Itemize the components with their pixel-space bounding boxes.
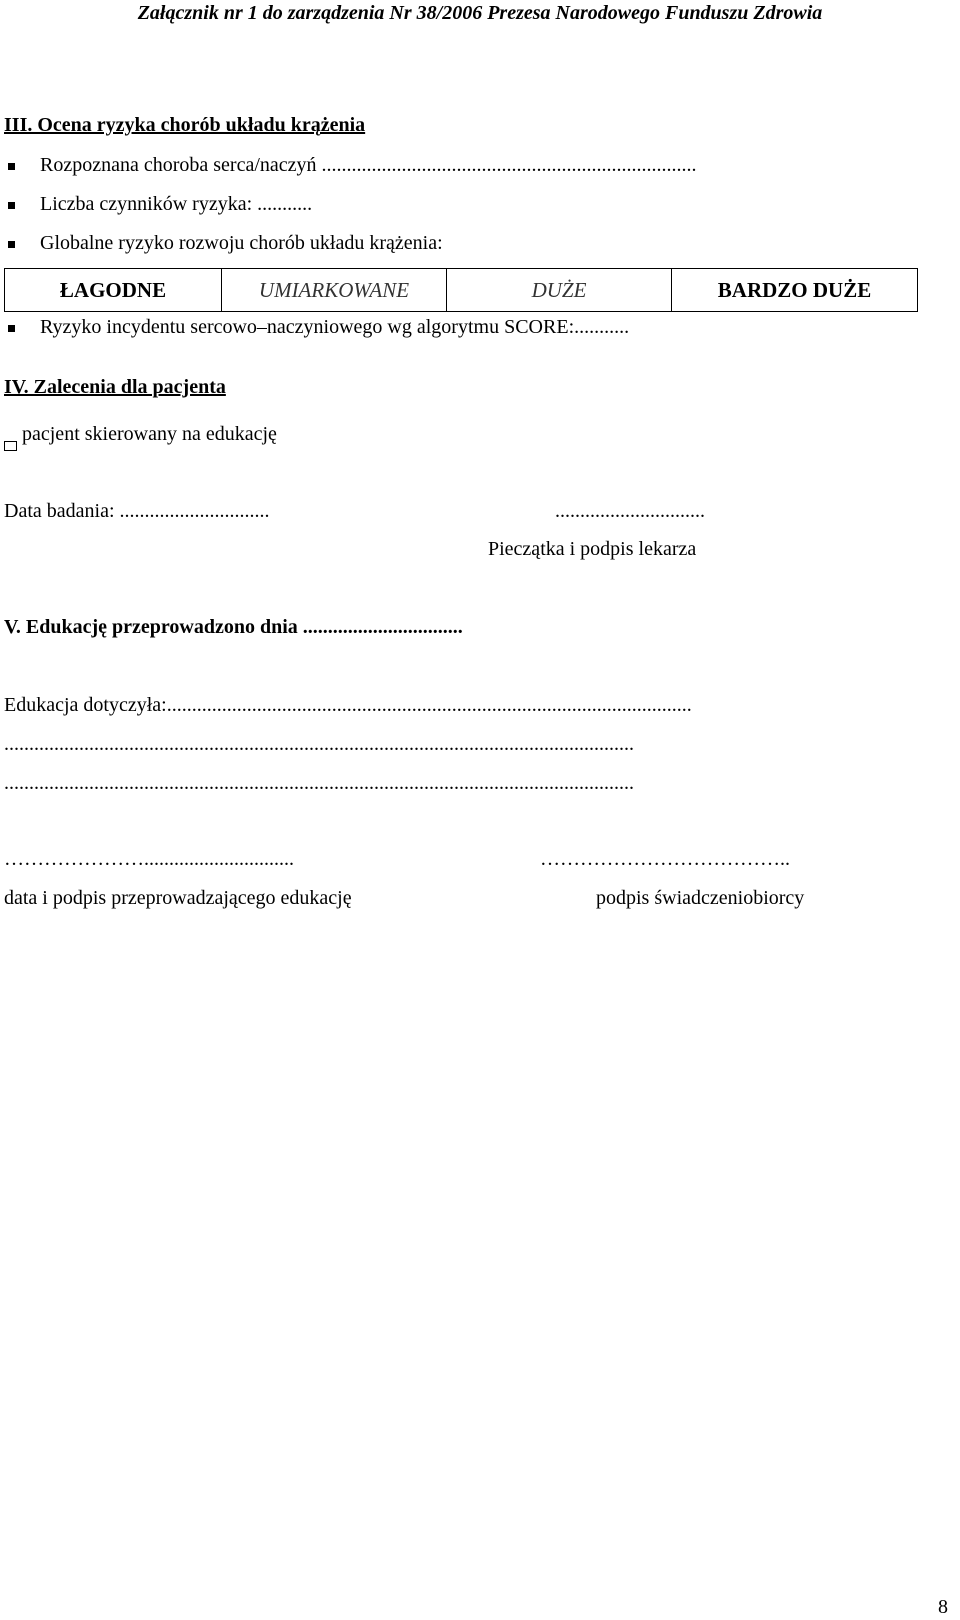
list-item-text: Rozpoznana choroba serca/naczyń ........................................................................... bbox=[40, 154, 697, 176]
page-header-title: Załącznik nr 1 do zarządzenia Nr 38/2006 Prezesa Narodowego Funduszu Zdrowia bbox=[137, 2, 823, 24]
list-item-global-risk bbox=[0, 232, 960, 258]
education-topic-line-3: .............................................................................................................................. bbox=[4, 772, 634, 794]
list-item-diagnosed-disease bbox=[0, 154, 960, 180]
bullet-icon bbox=[8, 241, 15, 248]
section-3-title: III. Ocena ryzyka chorób układu krążenia bbox=[4, 114, 366, 136]
risk-level-mild: ŁAGODNE bbox=[5, 269, 222, 312]
list-item-text: Liczba czynników ryzyka: ........... bbox=[40, 193, 313, 215]
page-number: 8 bbox=[938, 1596, 948, 1618]
risk-level-table bbox=[4, 268, 918, 312]
risk-level-moderate: UMIARKOWANE bbox=[222, 269, 447, 312]
exam-date-field: Data badania: .............................. bbox=[4, 500, 270, 522]
educator-signature-dots: ………………….............................. bbox=[4, 848, 294, 870]
education-topic-line-2: .............................................................................................................................. bbox=[4, 733, 634, 755]
patient-signature-dots: ……………………………….. bbox=[540, 848, 790, 870]
doctor-signature-dots: .............................. bbox=[555, 500, 705, 522]
score-line bbox=[40, 316, 629, 339]
education-topic-field: Edukacja dotyczyła:......................................................................................................... bbox=[4, 694, 692, 716]
section-4-title: IV. Zalecenia dla pacjenta bbox=[4, 376, 226, 398]
score-prefix: Ryzyko incydentu sercowo–naczyniowego wg algorytmu bbox=[40, 316, 505, 338]
checkbox-label: pacjent skierowany na edukację bbox=[22, 423, 277, 445]
bullet-icon bbox=[8, 202, 15, 209]
educator-signature-caption: data i podpis przeprowadzającego edukację bbox=[4, 887, 352, 909]
education-referral-checkbox[interactable] bbox=[4, 441, 17, 451]
list-item-score bbox=[0, 316, 960, 342]
patient-signature-caption: podpis świadczeniobiorcy bbox=[596, 887, 805, 909]
doctor-signature-caption: Pieczątka i podpis lekarza bbox=[488, 538, 697, 560]
score-suffix: :........... bbox=[568, 316, 630, 338]
bullet-icon bbox=[8, 325, 15, 332]
list-item-text: Globalne ryzyko rozwoju chorób układu krążenia: bbox=[40, 232, 443, 254]
list-item-risk-factors bbox=[0, 193, 960, 219]
section-5-title: V. Edukację przeprowadzono dnia ................................ bbox=[4, 616, 463, 638]
risk-level-high: DUŻE bbox=[447, 269, 672, 312]
risk-level-very-high: BARDZO DUŻE bbox=[672, 269, 918, 312]
bullet-icon bbox=[8, 163, 15, 170]
score-label: SCORE bbox=[504, 316, 569, 338]
